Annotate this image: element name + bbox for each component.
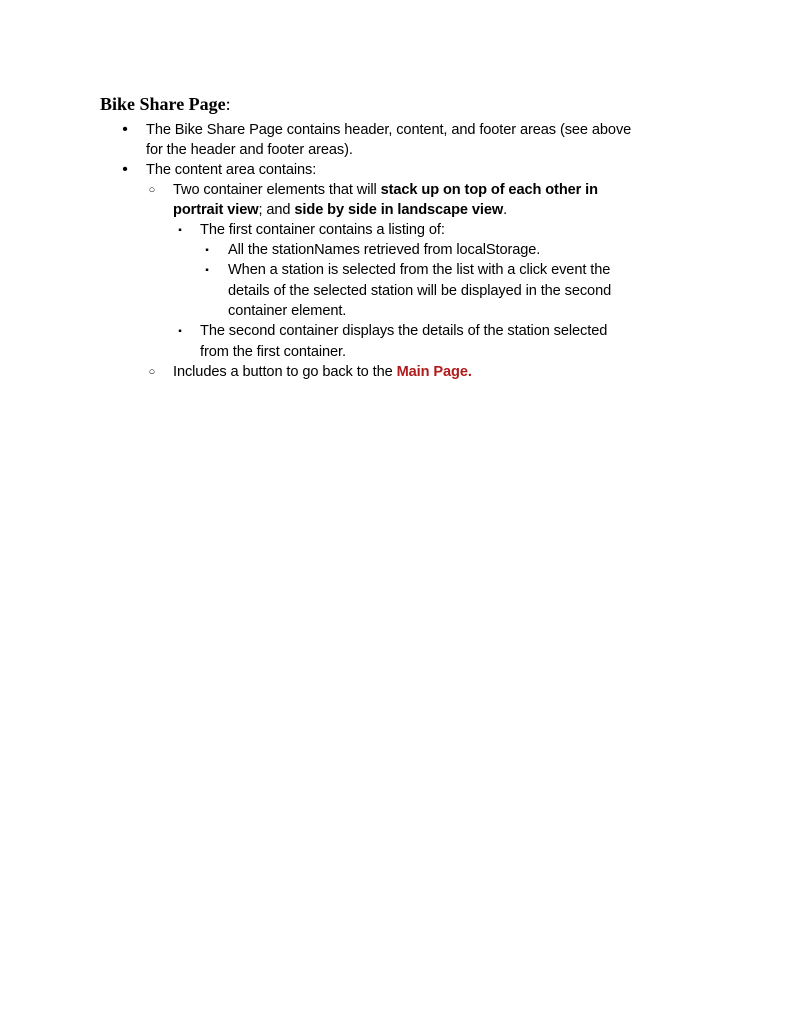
second-container-line1: The second container displays the details of the station selected <box>200 323 608 339</box>
disc-bullet-icon: • <box>122 121 128 138</box>
page-heading <box>100 93 231 115</box>
sub1-bold-stack: stack up on top of each other in <box>380 182 598 198</box>
station-names-line1: All the stationNames retrieved from localStorage. <box>228 242 541 258</box>
sub1-bold-landscape: side by side in landscape view <box>294 202 504 218</box>
sub2-prefix: Includes a button to go back to the <box>173 364 397 380</box>
station-selected-line3: container element. <box>228 303 347 319</box>
item2-line1: The content area contains: <box>146 162 317 178</box>
heading-title: Bike Share Page <box>100 94 226 114</box>
disc-bullet-icon: • <box>122 161 128 178</box>
square-bullet-icon: ▪ <box>205 265 209 276</box>
item1-line2: for the header and footer areas). <box>146 142 353 158</box>
square-bullet-icon: ▪ <box>205 245 209 256</box>
station-selected-line2: details of the selected station will be displayed in the second <box>228 283 612 299</box>
sub1-mid: ; and <box>258 202 295 218</box>
sub1-prefix: Two container elements that will <box>173 182 381 198</box>
sub2-line1 <box>173 362 472 382</box>
sub2-end: . <box>467 364 472 380</box>
sub1-line2 <box>173 200 507 220</box>
item1-line1: The Bike Share Page contains header, content, and footer areas (see above <box>146 122 632 138</box>
main-page-link[interactable]: Main Page <box>396 364 468 380</box>
second-container-line2: from the first container. <box>200 344 346 360</box>
circle-bullet-icon: ○ <box>148 184 156 196</box>
sub1-end: . <box>503 202 508 218</box>
circle-bullet-icon: ○ <box>148 366 156 378</box>
square-bullet-icon: ▪ <box>178 326 182 337</box>
square-bullet-icon: ▪ <box>178 225 182 236</box>
heading-colon: : <box>225 94 231 114</box>
sub1-bold-portrait: portrait view <box>173 202 259 218</box>
station-selected-line1: When a station is selected from the list with a click event the <box>228 262 611 278</box>
first-container-line1: The first container contains a listing of: <box>200 222 445 238</box>
sub1-line1 <box>173 180 598 200</box>
